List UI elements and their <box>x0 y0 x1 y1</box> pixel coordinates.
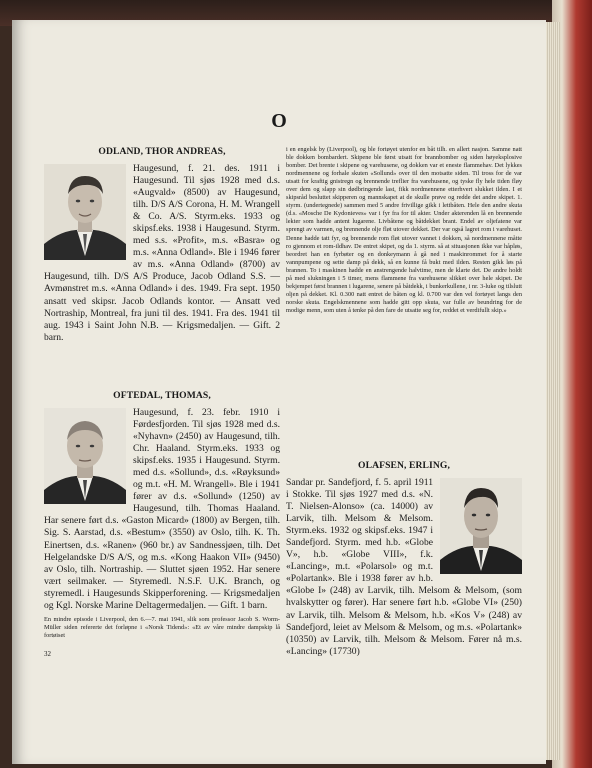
portrait-photo-oftedal <box>44 408 126 504</box>
page-number: 32 <box>44 649 51 658</box>
book-page <box>12 20 546 764</box>
entry-bio: Haugesund, f. 23. febr. 1910 i Førdesfjorden. Til sjøs 1928 med d.s. «Nyhavn» (2450) av Haugesund, tilh. Chr. Haaland. Styrm.eks. 1933 og skipsf.eks. 1935 i Haugesund. Styrm. med d.s. «Sollund», d.s. «Røyksund» og m.t. «H. M. Wrangell». Ble i 1941 fører av d.s. «Sollund» (1250) av Haugesund, tilh. Thomas Haaland. Har senere ført d.s. «Gaston Micard» (1800) av Bergen, tilh. Sig. S. Aarstad, d.s. «Bestum» (3550) av Oslo, tilh. K. Th. Einertsen, d.s. «Ranen» (960 br.) av Sandnessjøen, tilh. Det Helgelandske D/S A/S, og m.s. «Kong Haakon VII» (9450) av Oslo, tilh. Nortraship. — Sluttet sjøen 1952. Har senere vært seilmaker. — Styremedl. N.S.F. U.K. Branch, og styremedl. i Haugesunds Skipperforening. — Krigsmedaljen og Kgl. Norske Marine Deltagermedaljen. — Gift. 1 barn. <box>44 407 280 611</box>
portrait-photo-olafsen <box>440 478 522 574</box>
entry-bio: Haugesund, f. 21. des. 1911 i Haugesund. Til sjøs 1928 med d.s. «Augvald» (8500) av Haugesund, tilh. D/S A/S Corona, H. M. Wrangell & Co. A/S. Styrm.eks. 1933 og skipsf.eks. 1938 i Haugesund. Styrm. med s.s. «Profit», m.s. «Basra» og m.s. «Anna Odland». Ble i 1946 fører av m.s. «Anna Odland» (8700) av Haugesund, tilh. D/S A/S Produce, Jacob Odland S.S. — Avmønstret m.s. «Anna Odland» i des. 1949. Fra sept. 1950 ansatt ved skipsr. Jacob Odlands kontor. — Ansatt ved Nortraship, Montreal, fra juni til des. 1941. Fra des. 1941 til aug. 1943 i Saint John N.B. — Krigsmedaljen. — Gift. 2 barn. <box>44 163 280 343</box>
entry-odland <box>44 146 280 344</box>
entry-name: ODLAND, THOR ANDREAS, <box>98 146 226 157</box>
section-letter: O <box>271 110 287 132</box>
entry-olafsen <box>286 460 522 658</box>
entry-name: OLAFSEN, ERLING, <box>358 460 450 471</box>
continuation-text: i en engelsk by (Liverpool), og ble fortøyet utenfor en båt tilh. en allert nasjon. Samme natt ble dokken bombardert. Skipene ble først utsatt for brannbomber og siden høyeksplosive bomber. Det brente i skipene og varehusene, og dokken var et eneste flammehav. Det lykkes nordmennene og forhale skuten «Sollund» over til den motsatte siden. Til tross for de var utsatt for kraftig gnistregn og brennende treflier fra varehusene, og tyske fly hele tiden fløy over dem og slapp sin dødbringende last, fikk nordmennene etterhvert slukket ilden. I et skipsråd besluttet skipperen og mannskapet at de skulle prøve og redde det andre skipet. 1. styrm. (undertegnede) sammen med 5 andre frivillige gikk i lettbåten. Hele den andre skuta (d.s. «Mosche De Kydonieves» var i fyr fra for til akter. Under akterenden lå en brennende lekter som hadde antent lugarene. Livbåtene og båtdekket brant. Endel av oljefatene var sprengt av varmen, og brennende olje fløt utover dekket. Der var også lagret rom i varehuset. Denne hadde tatt fyr, og brennende rom fløt utover vannet i dokken, så nordmennene måtte ro gjennom et rom-ildhav. De entret skipet, og da 1. styrm. så at situasjonen ikke var håpløs, beordret han en fyrbøter og en donkeymann å gå ned i maskinrommet for å starte vannpumpene og sette damp på dekk, så en kunne få bukt med ilden. Resten gikk løs på brannen. To i maskinen hadde en anstrengende halvtime, men de klarte det. De andre holdt på med slukningen i 5 timer, mens flammene fra varehusene slikket over hele skipet. De bekjempet først brannen i lugarene, senere på båtdekk, i bunkerkullene, i nr. 3-luke og tilslutt oljen på dekket. Kl. 0.300 natt entret de båten og kl. 0.700 var den vel fortøyet langs den norske skuta. Engelskmennene som hadde gitt opp skuta, var fulle av beundring for de modige menn, som uten å tenke på den fare de utsatte seg for, reddet et verdifullt skip.» <box>286 146 522 314</box>
entry-name: OFTEDAL, THOMAS, <box>113 390 211 401</box>
portrait-photo-odland <box>44 164 126 260</box>
entry-oftedal <box>44 390 280 658</box>
footnote-text: En mindre episode i Liverpool, den 6.—7. mai 1941, slik som professor Jacob S. Worm-Müller siden refererte det forløpne i «Norsk Tidend»: «Et av våre mindre dampskip lå fortøiset <box>44 615 280 639</box>
entry-bio: Sandar pr. Sandefjord, f. 5. april 1911 i Stokke. Til sjøs 1927 med d.s. «N. T. Nielsen-Alonso» (ca. 14000) av Larvik, tilh. Melsom & Melsom. Styrm.eks. 1932 og skipsf.eks. 1947 i Sandefjord. Styrm. med h.b. «Globe V», h.b. «Globe VIII», f.k. «Lancing», m.t. «Polarsol» og m.t. «Polartank». Ble i 1938 fører av h.b. «Globe I» (248) av Larvik, tilh. Melsom & Melsom, (som hvalskytter og fører). Har senere ført h.b. «Globe VI» (250) av Larvik, tilh. Melsom & Melsom, h.b. «Kos V» (248) av Sandefjord, leiet av Melsom & Melsom, og m.s. «Polartank» (10350) av Larvik, tilh. Melsom & Melsom. Fører nå m.s. «Lancing» (17730) <box>286 477 522 657</box>
continuation-text-block <box>286 146 522 315</box>
